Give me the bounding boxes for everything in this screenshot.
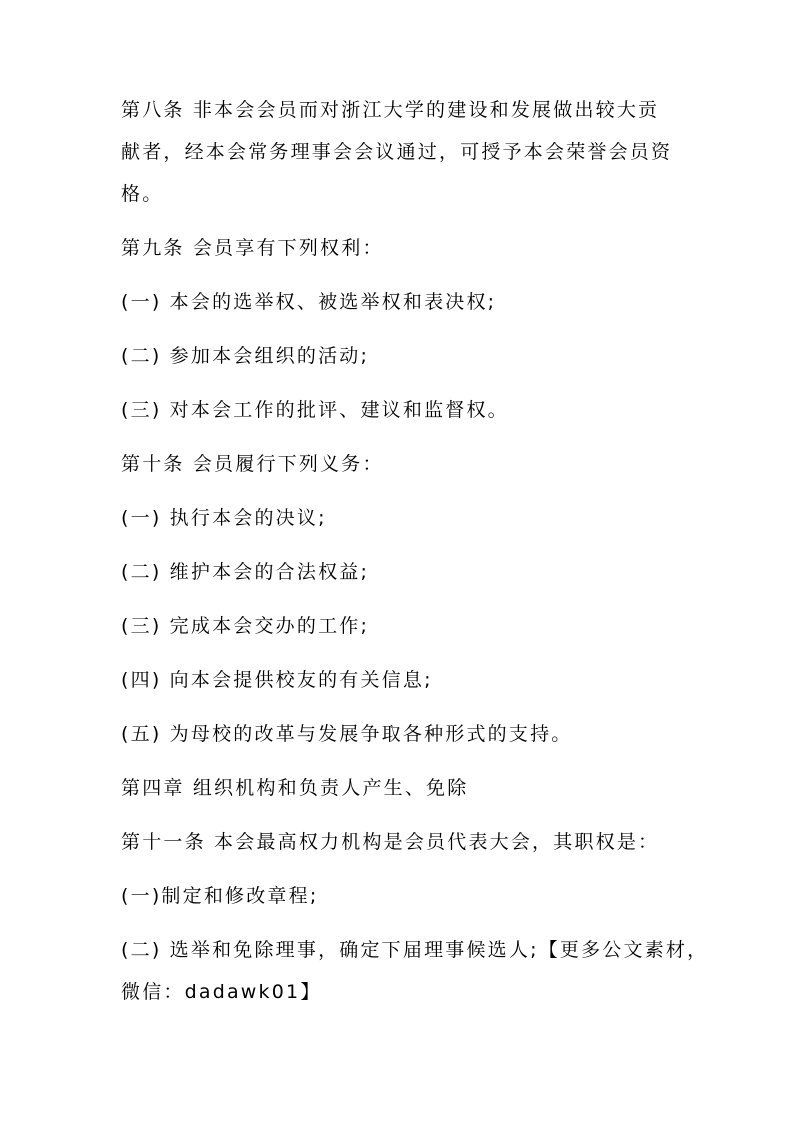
text-line: 第八条 非本会会员而对浙江大学的建设和发展做出较大贡 [121, 99, 660, 121]
article-9-heading: 第九条 会员享有下列权利： [121, 237, 384, 259]
text-line: 微信：dadawk01】 [121, 981, 322, 1003]
rights-item-2: (二) 参加本会组织的活动; [121, 345, 370, 367]
duties-item-3: (三) 完成本会交办的工作; [121, 615, 370, 637]
duties-item-4: (四) 向本会提供校友的有关信息; [121, 669, 433, 691]
powers-item-1: (一)制定和修改章程; [121, 885, 319, 907]
duties-item-5: (五) 为母校的改革与发展争取各种形式的支持。 [121, 723, 573, 745]
article-11-heading: 第十一条 本会最高权力机构是会员代表大会，其职权是： [121, 831, 660, 853]
article-10-heading: 第十条 会员履行下列义务： [121, 453, 384, 475]
text-line: 献者，经本会常务理事会会议通过，可授予本会荣誉会员资 [121, 141, 673, 163]
powers-item-2 [121, 937, 709, 1006]
document-body [121, 97, 709, 1006]
text-line: 格。 [121, 183, 164, 205]
rights-item-3: (三) 对本会工作的批评、建议和监督权。 [121, 399, 509, 421]
duties-item-1: (一) 执行本会的决议; [121, 507, 327, 529]
rights-item-1: (一) 本会的选举权、被选举权和表决权; [121, 291, 497, 313]
chapter-4-heading: 第四章 组织机构和负责人产生、免除 [121, 777, 469, 799]
duties-item-2: (二) 维护本会的合法权益; [121, 561, 370, 583]
text-line: (二) 选举和免除理事，确定下届理事候选人;【更多公文素材， [121, 939, 709, 961]
article-8-paragraph [121, 97, 681, 208]
